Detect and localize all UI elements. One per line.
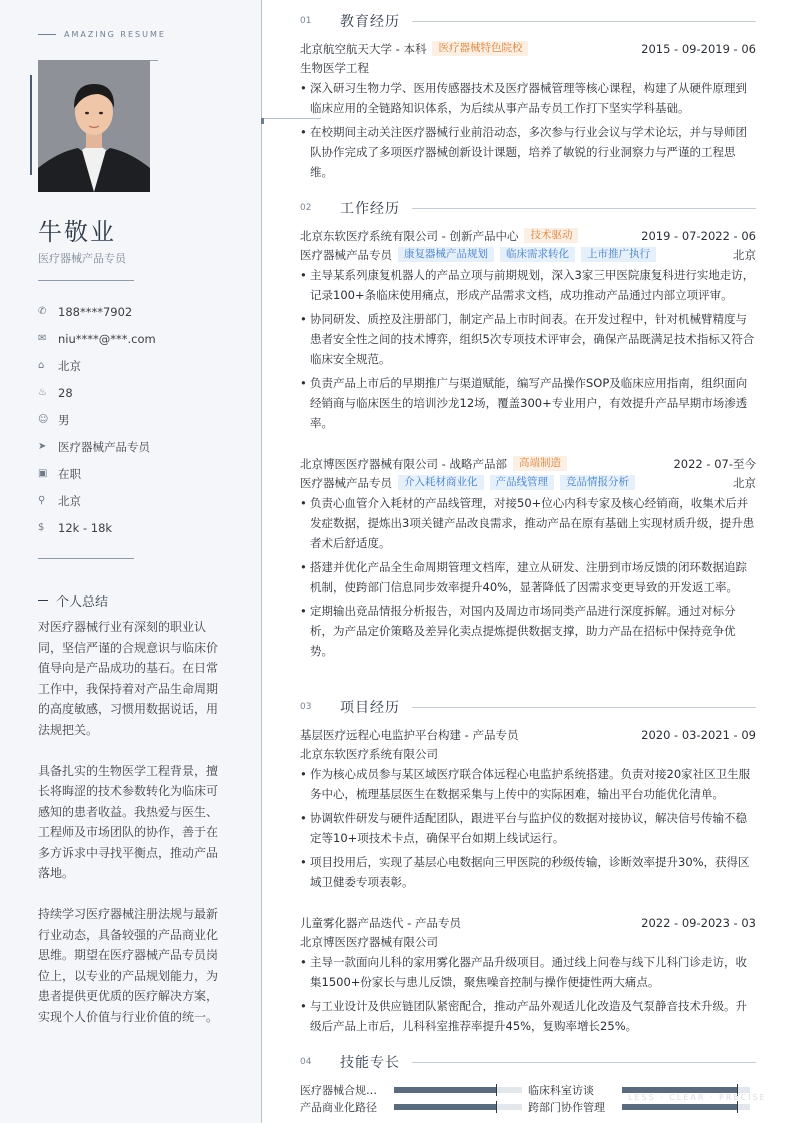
skill-bar-fill — [394, 1104, 496, 1110]
phone-icon: ✆ — [38, 306, 47, 317]
school-name: 北京航空航天大学 - 本科 — [300, 41, 427, 56]
info-location — [38, 487, 156, 514]
section-number: 02 — [300, 203, 312, 213]
list-item: • 深入研习生物力学、医用传感器技术及医疗器械管理等核心课程，构建了从硬件原理到临床应用的全链路知识体系，为后续从事产品专员工作打下坚实学科基础。 — [300, 78, 756, 118]
section-education-heading — [300, 11, 756, 31]
list-item: • 搭建并优化产品全生命周期管理文档库，建立从研发、注册到市场反馈的闭环数据追踪机制，使跨部门信息同步效率提升40%，显著降低了因需求变更导致的开发返工率。 — [300, 557, 756, 597]
home-icon: ⌂ — [38, 360, 45, 371]
list-item: • 与工业设计及供应链团队紧密配合，推动产品外观适儿化改造及气泵静音技术升级。升级后产品上市后，儿科科室推荐率提升45%，复购率增长25%。 — [300, 996, 756, 1036]
skill-name: 跨部门协作管理 — [528, 1100, 605, 1114]
send-icon: ➤ — [38, 441, 47, 452]
candidate-title: 医疗器械产品专员 — [38, 252, 126, 265]
summary-title: 个人总结 — [56, 595, 109, 610]
summary-text — [38, 617, 220, 1048]
salary-icon: $ — [38, 522, 45, 533]
section-work-heading — [300, 198, 756, 218]
list-item: • 作为核心成员参与某区域医疗联合体远程心电监护系统搭建。负责对接20家社区卫生服务中心，梳理基层医生在数据采集与上传中的实际困难，输出平台功能优化清单。 — [300, 764, 756, 804]
info-text: 医疗器械产品专员 — [58, 439, 150, 454]
info-age — [38, 379, 156, 406]
info-salary — [38, 514, 156, 541]
skill-bar-marker — [737, 1101, 738, 1113]
list-item: • 协同研发、质控及注册部门，制定产品上市时间表。在开发过程中，针对机械臂精度与患者安全性之间的技术博弈，组织5次专项技术评审会，确保产品既满足技术指标又符合临床安全规范。 — [300, 309, 756, 369]
info-text: 北京 — [58, 358, 81, 373]
info-email — [38, 325, 156, 352]
divider — [412, 208, 756, 209]
skill-bar-marker — [496, 1101, 497, 1113]
info-text: 男 — [58, 412, 70, 427]
project-org: 北京博医医疗器械有限公司 — [300, 934, 438, 949]
work-entry — [300, 454, 756, 665]
skill-item — [300, 1099, 528, 1115]
company-tag: 技术驱动 — [524, 228, 578, 243]
skill-bar-fill — [622, 1087, 737, 1093]
skill-name: 产品商业化路径 — [300, 1100, 377, 1114]
mail-icon: ✉ — [38, 333, 47, 344]
info-status — [38, 460, 156, 487]
divider — [38, 558, 134, 559]
project-entry — [300, 725, 756, 896]
skill-tag: 竞品情报分析 — [560, 475, 635, 490]
info-text: 28 — [58, 385, 73, 400]
brand-label — [38, 30, 166, 39]
list-item: • 项目投用后，实现了基层心电数据向三甲医院的秒级传输，诊断效率提升30%，获得区域卫健委专项表彰。 — [300, 852, 756, 892]
project-name: 基层医疗远程心电监护平台构建 - 产品专员 — [300, 727, 519, 742]
company-tag: 高端制造 — [513, 456, 567, 471]
work-city: 北京 — [733, 247, 756, 262]
section-title: 项目经历 — [340, 700, 400, 716]
info-text: 在职 — [58, 466, 81, 481]
summary-heading — [38, 591, 108, 610]
brand-text: AMAZING RESUME — [64, 30, 166, 39]
divider — [412, 21, 756, 22]
skill-bar-fill — [622, 1104, 737, 1110]
summary-paragraph: 具备扎实的生物医学工程背景，擅长将晦涩的技术参数转化为临床可感知的患者收益。我热爱与医生、工程师及市场团队的协作，善于在多方诉求中寻找平衡点，推动产品落地。 — [38, 763, 219, 880]
education-date: 2015 - 09-2019 - 06 — [641, 41, 756, 56]
list-item: • 协调软件研发与硬件适配团队，跟进平台与监护仪的数据对接协议，解决信号传输不稳定等10+项技术卡点，确保平台如期上线试运行。 — [300, 808, 756, 848]
list-item: • 主导一款面向儿科的家用雾化器产品升级项目。通过线上问卷与线下儿科门诊走访，收集1500+份家长与患儿反馈，聚焦噪音控制与操作便捷性两大痛点。 — [300, 952, 756, 992]
skill-bar-marker — [496, 1084, 497, 1096]
skill-bar — [622, 1104, 750, 1110]
watermark: LESS · CLEAR · PRECISE — [628, 1093, 767, 1102]
school-tag: 医疗器械特色院校 — [432, 41, 528, 56]
skill-tag: 临床需求转化 — [500, 247, 575, 262]
gender-icon: ☺ — [38, 414, 49, 425]
work-city: 北京 — [733, 475, 756, 490]
skill-bar — [394, 1104, 522, 1110]
summary-paragraph: 对医疗器械行业有深刻的职业认同，坚信严谨的合规意识与临床价值导向是产品成功的基石。在日常工作中，我保持着对产品生命周期的高度敏感，习惯用数据说话，用法规把关。 — [38, 620, 219, 737]
info-hometown — [38, 352, 156, 379]
skill-tag: 上市推广执行 — [581, 247, 656, 262]
info-text: niu****@***.com — [58, 331, 156, 346]
list-item: • 在校期间主动关注医疗器械行业前沿动态，多次参与行业会议与学术论坛，并与导师团队协作完成了多项医疗器械创新设计课题，培养了敏锐的行业洞察力与严谨的工程思维。 — [300, 122, 756, 182]
section-title: 技能专长 — [340, 1055, 400, 1071]
education-entry — [300, 39, 756, 186]
project-org: 北京东软医疗系统有限公司 — [300, 746, 438, 761]
info-text: 北京 — [58, 493, 81, 508]
list-item: • 负责心血管介入耗材的产品线管理，对接50+位心内科专家及核心经销商，收集术后并发症数据，提炼出3项关键产品改良需求，推动产品在原有基础上实现材质升级，提升患者术后舒适度。 — [300, 493, 756, 553]
briefcase-icon: ▣ — [38, 468, 48, 479]
section-title: 工作经历 — [340, 201, 400, 217]
section-skills-heading — [300, 1052, 756, 1072]
divider — [261, 118, 264, 124]
divider — [412, 707, 756, 708]
project-date: 2020 - 03-2021 - 09 — [641, 727, 756, 742]
company-name: 北京博医医疗器械有限公司 - 战略产品部 — [300, 456, 507, 471]
contact-info-list — [38, 298, 156, 541]
section-title: 教育经历 — [340, 14, 400, 30]
major: 生物医学工程 — [300, 60, 369, 75]
divider — [412, 1062, 756, 1063]
list-item: • 定期输出竞品情报分析报告，对国内及周边市场同类产品进行深度拆解。通过对标分析，为产品定价策略及差异化卖点提炼提供数据支撑，助力产品在招标中保持竞争优势。 — [300, 601, 756, 661]
section-number: 03 — [300, 702, 312, 712]
photo-accent-line — [150, 60, 158, 61]
skill-item — [300, 1082, 528, 1098]
list-item: • 负责产品上市后的早期推广与渠道赋能，编写产品操作SOP及临床应用指南，组织面向经销商与临床医生的培训沙龙12场，覆盖300+专业用户，有效提升产品早期市场渗透率。 — [300, 373, 756, 433]
info-text: 188****7902 — [58, 304, 133, 319]
work-date: 2022 - 07-至今 — [673, 456, 756, 471]
skill-tag: 康复器械产品规划 — [398, 247, 494, 262]
list-item: • 主导某系列康复机器人的产品立项与前期规划，深入3家三甲医院康复科进行实地走访，记录100+条临床使用痛点，形成产品需求文档，成功推动产品通过内部立项评审。 — [300, 265, 756, 305]
location-icon: ⚲ — [38, 495, 46, 506]
info-text: 12k - 18k — [58, 520, 113, 535]
skill-tag: 产品线管理 — [490, 475, 555, 490]
section-number: 04 — [300, 1057, 312, 1067]
job-role: 医疗器械产品专员 — [300, 247, 392, 262]
info-phone — [38, 298, 156, 325]
sidebar — [0, 0, 262, 1123]
project-date: 2022 - 09-2023 - 03 — [641, 915, 756, 930]
project-entry — [300, 913, 756, 1040]
cake-icon: ♨ — [38, 387, 47, 398]
work-entry — [300, 226, 756, 437]
skill-bar — [622, 1087, 750, 1093]
work-date: 2019 - 07-2022 - 06 — [641, 228, 756, 243]
info-target-position — [38, 433, 156, 460]
skill-bar-fill — [394, 1087, 496, 1093]
company-name: 北京东软医疗系统有限公司 - 创新产品中心 — [300, 228, 519, 243]
photo-accent-bar — [30, 75, 32, 175]
summary-paragraph: 持续学习医疗器械注册法规与最新行业动态，具备较强的产品商业化思维。期望在医疗器械产品专员岗位上，以专业的产品规划能力，为患者提供更优质的医疗解决方案，实现个人价值与行业价值的统一。 — [38, 907, 219, 1024]
divider — [38, 280, 134, 281]
info-gender — [38, 406, 156, 433]
project-name: 儿童雾化器产品迭代 - 产品专员 — [300, 915, 461, 930]
section-number: 01 — [300, 16, 312, 26]
skill-name: 临床科室访谈 — [528, 1083, 594, 1097]
job-role: 医疗器械产品专员 — [300, 475, 392, 490]
candidate-name: 牛敬业 — [38, 218, 116, 246]
profile-photo — [38, 60, 150, 192]
skill-bar — [394, 1087, 522, 1093]
section-project-heading — [300, 697, 756, 717]
skill-name: 医疗器械合规… — [300, 1083, 377, 1097]
skill-tag: 介入耗材商业化 — [398, 475, 484, 490]
